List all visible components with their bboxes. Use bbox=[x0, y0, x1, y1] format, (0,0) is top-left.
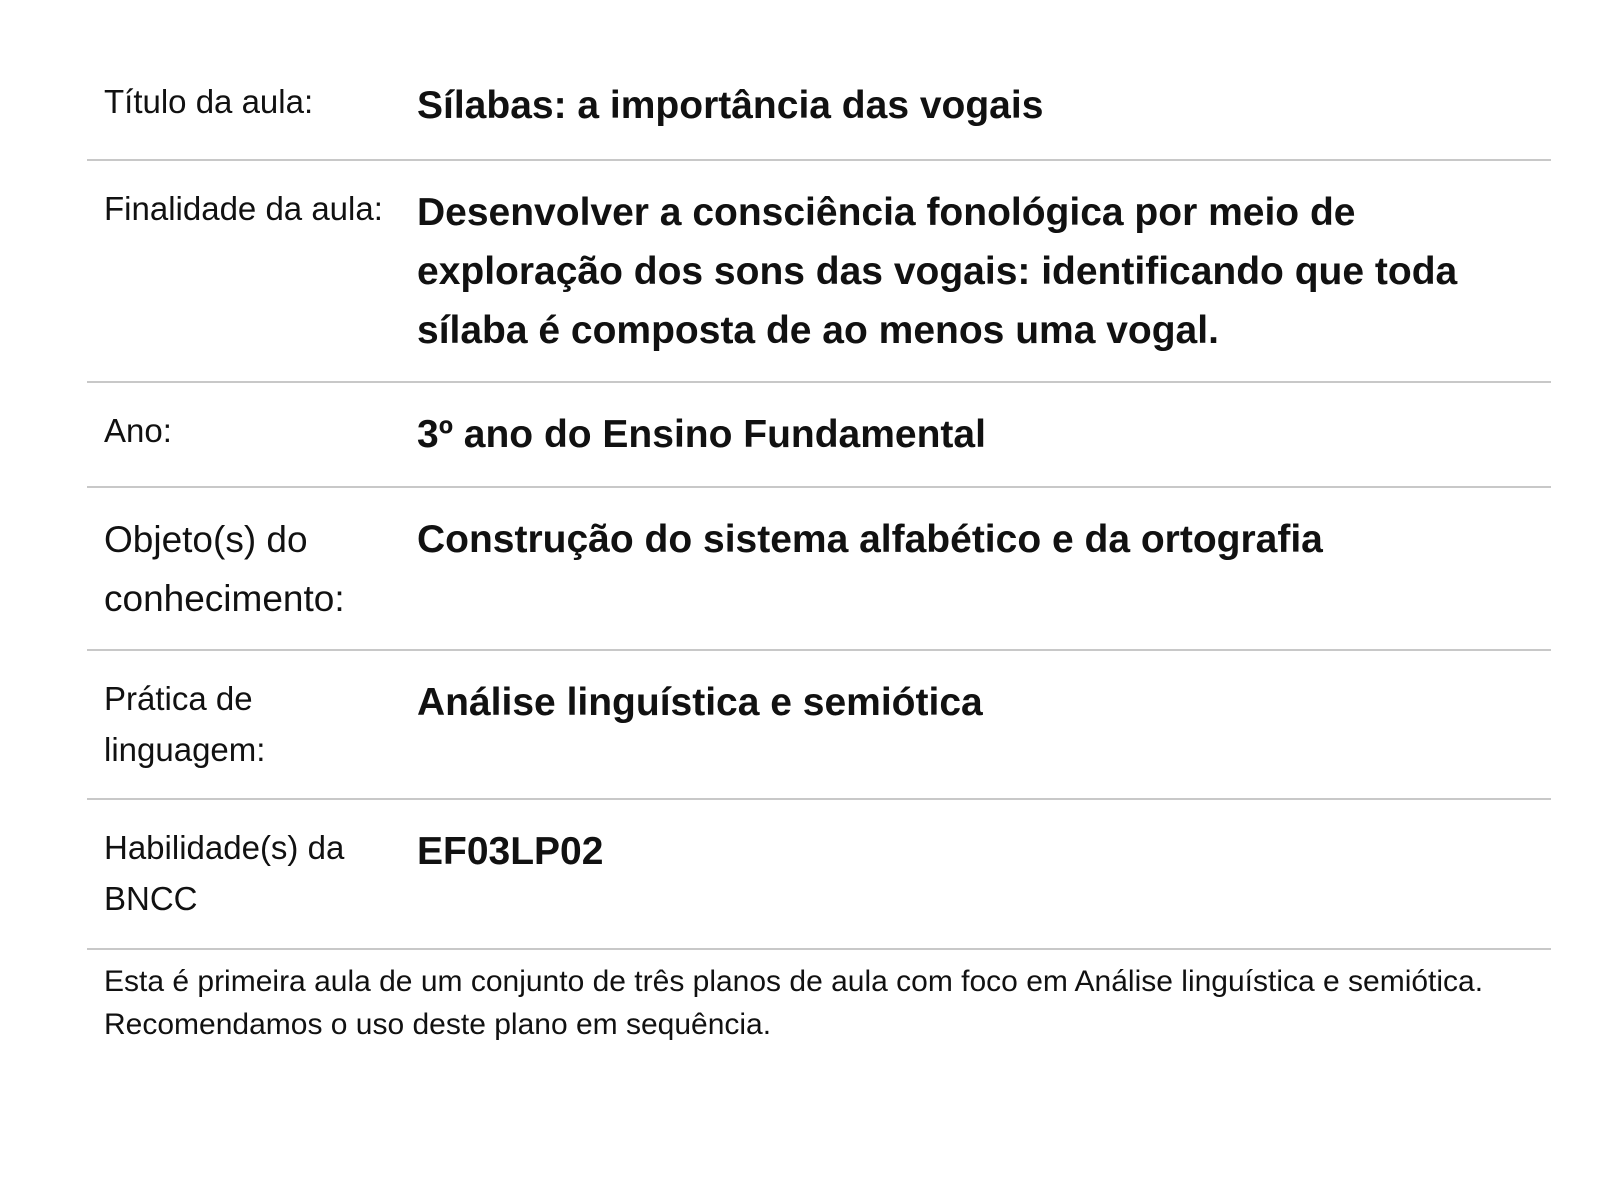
lesson-purpose-value: Desenvolver a consciência fonológica por meio de exploração dos sons das vogais: identificando que toda sílaba é composta de ao menos uma vogal. bbox=[417, 191, 1458, 352]
row-lesson-title bbox=[87, 58, 1551, 161]
lesson-purpose-label: Finalidade da aula: bbox=[104, 190, 383, 227]
knowledge-object-value: Construção do sistema alfabético e da ortografia bbox=[417, 518, 1323, 561]
bncc-skill-value: EF03LP02 bbox=[417, 830, 604, 873]
school-year-label: Ano: bbox=[104, 412, 172, 449]
row-lesson-purpose bbox=[87, 161, 1551, 383]
language-practice-value: Análise linguística e semiótica bbox=[417, 681, 983, 724]
row-bncc-skill bbox=[87, 800, 1551, 950]
lesson-title-value: Sílabas: a importância das vogais bbox=[417, 84, 1044, 127]
row-language-practice bbox=[87, 651, 1551, 800]
row-knowledge-object bbox=[87, 488, 1551, 651]
sequence-note: Esta é primeira aula de um conjunto de três planos de aula com foco em Análise linguística e semiótica. Recomendamos o uso deste plano em sequência. bbox=[104, 965, 1484, 1041]
row-school-year bbox=[87, 383, 1551, 488]
language-practice-label: Prática de linguagem: bbox=[104, 680, 266, 768]
knowledge-object-label: Objeto(s) do conhecimento: bbox=[104, 519, 345, 619]
school-year-value: 3º ano do Ensino Fundamental bbox=[417, 413, 986, 456]
lesson-title-label: Título da aula: bbox=[104, 83, 314, 120]
bncc-skill-label: Habilidade(s) da BNCC bbox=[104, 829, 345, 917]
lesson-info-table bbox=[87, 58, 1551, 950]
